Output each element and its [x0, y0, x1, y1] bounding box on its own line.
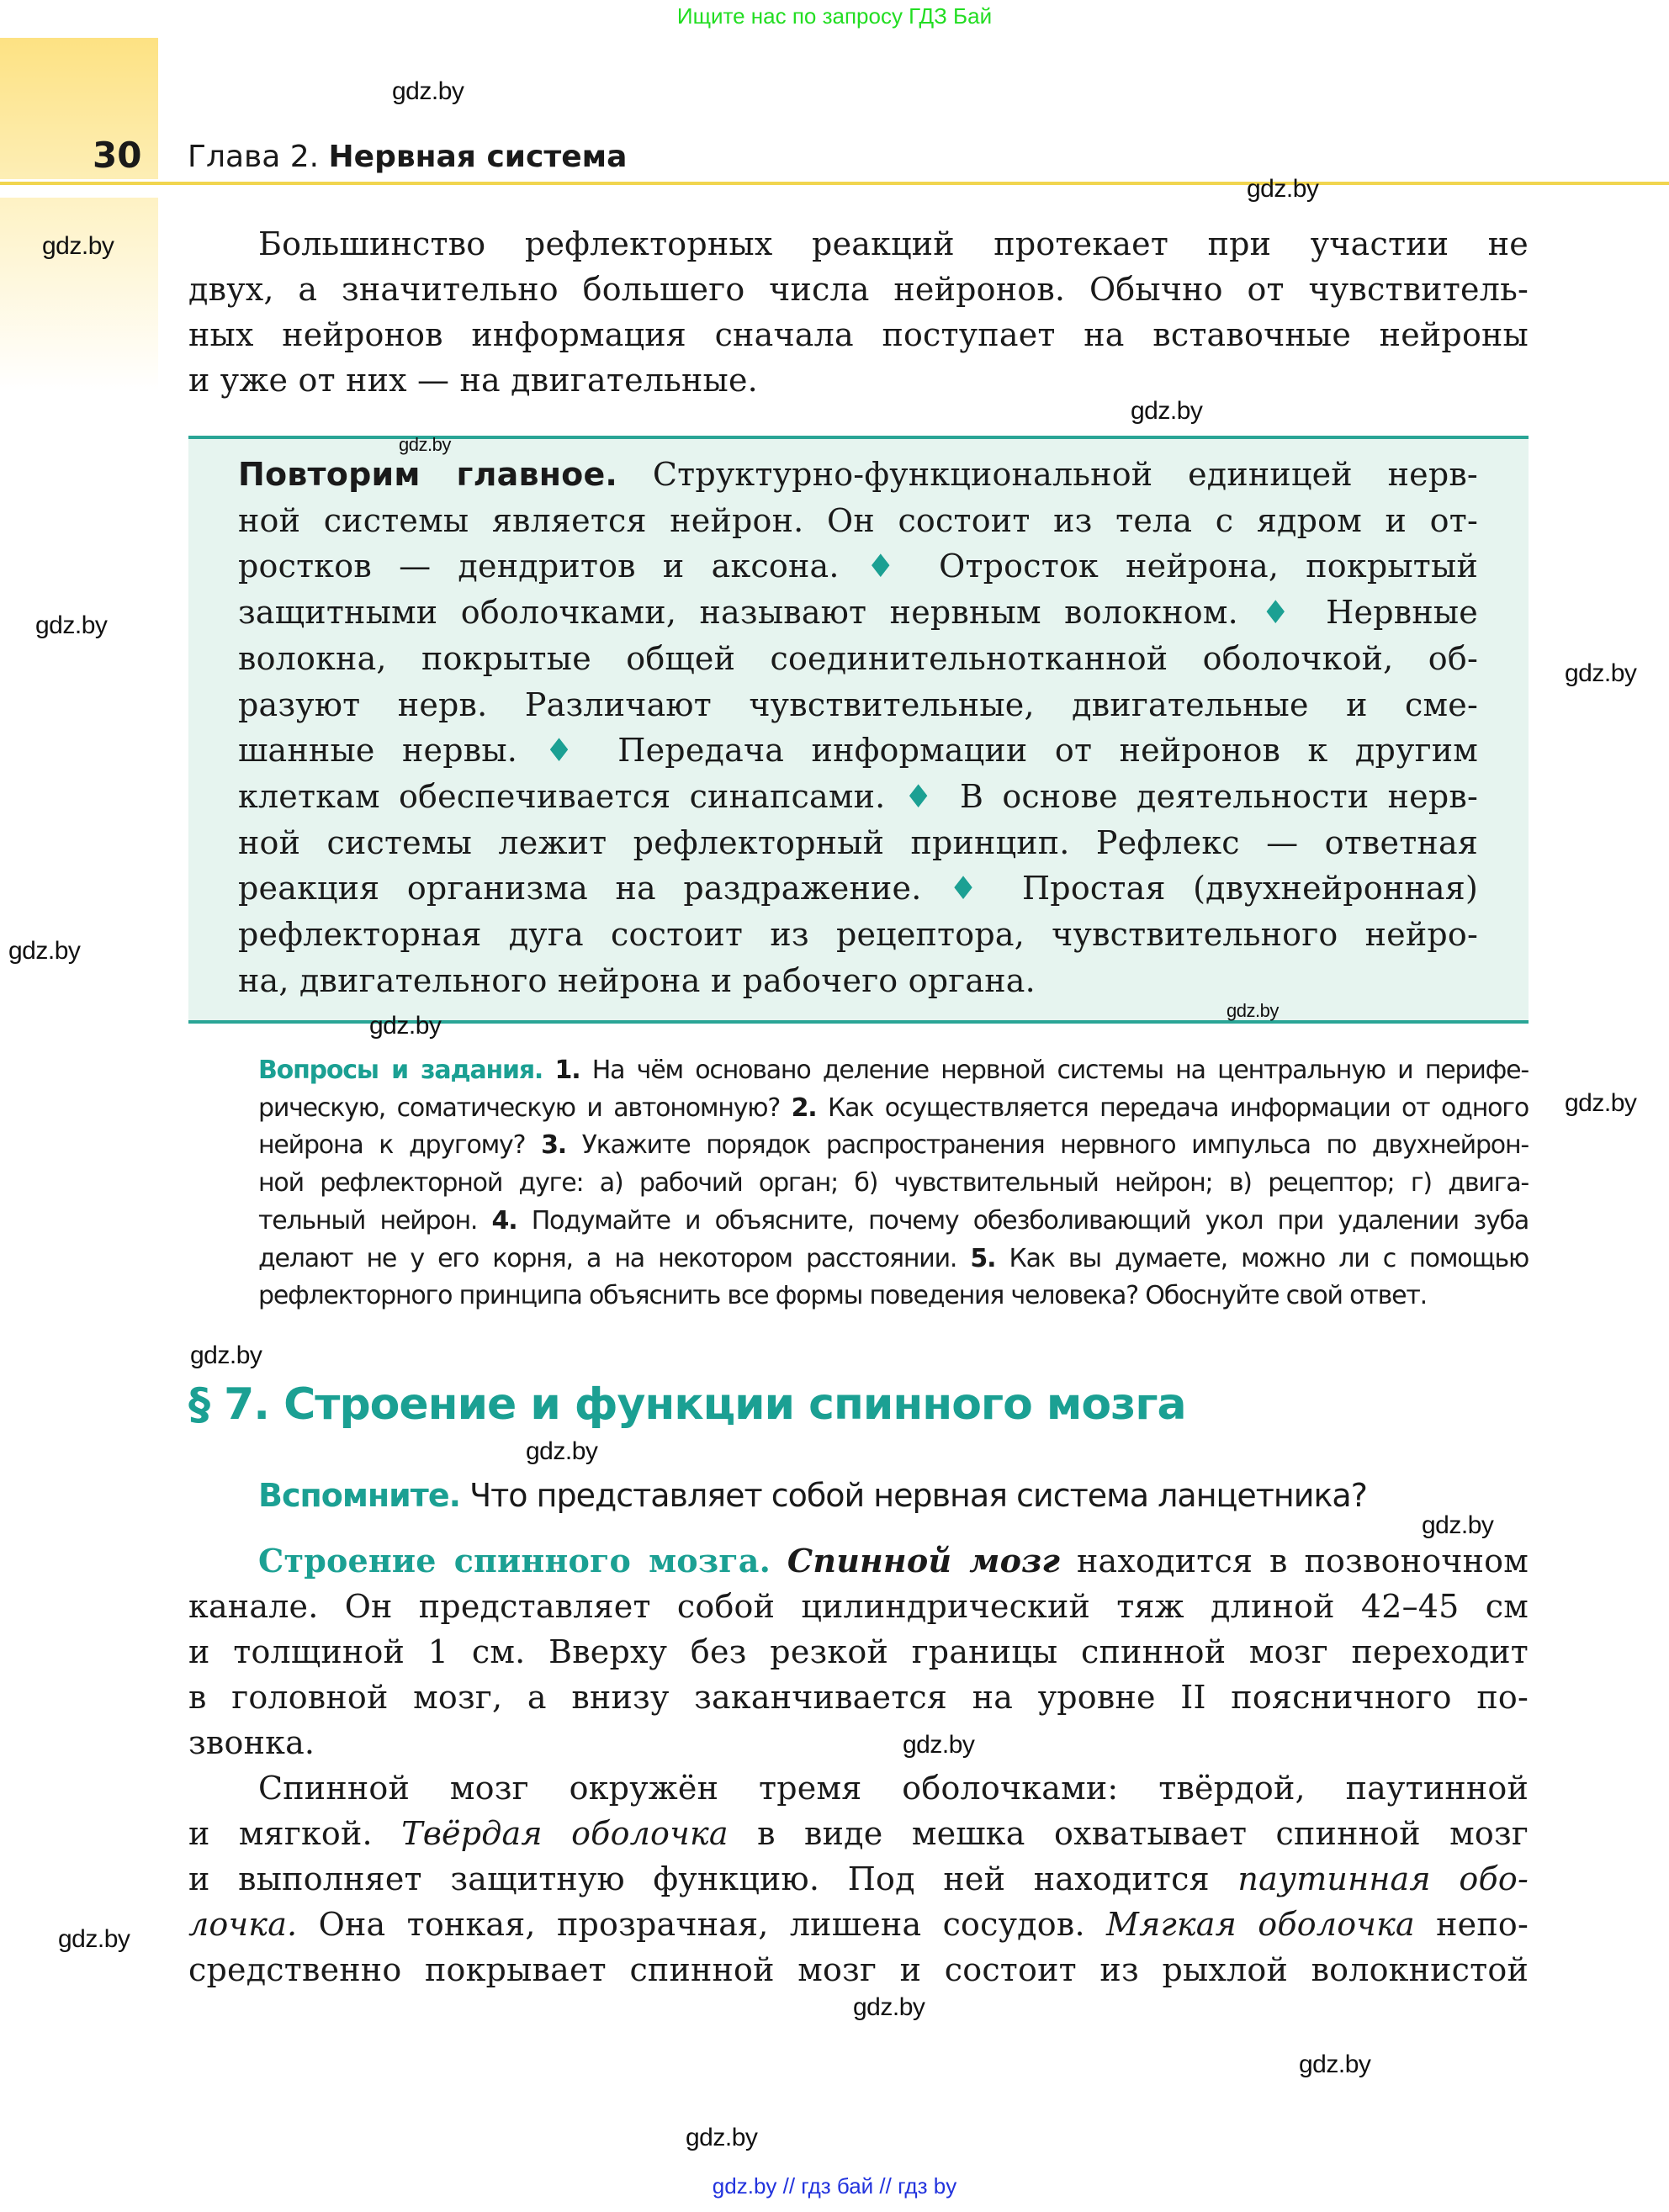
text-segment: Как вы думаете, можно ли с помощью: [995, 1243, 1529, 1273]
text-segment: Твёрдая оболочка: [401, 1815, 729, 1852]
chapter-header: [188, 140, 627, 174]
diamond-bullet-icon: ♦: [1261, 594, 1303, 632]
text-segment: [771, 1543, 787, 1580]
text-segment: делают не у его корня, а на некотором расстоянии.: [258, 1243, 971, 1273]
text-segment: [543, 1056, 554, 1085]
watermark: gdz.by: [369, 1012, 442, 1040]
watermark: gdz.by: [686, 2124, 758, 2151]
text-segment: 3.: [541, 1130, 566, 1161]
watermark: gdz.by: [1422, 1511, 1494, 1539]
text-segment: шанные нервы.: [238, 732, 545, 770]
watermark: gdz.by: [42, 232, 114, 260]
para1-line: [188, 362, 758, 399]
text-segment: Структурно-функциональной единицей нерв-: [617, 456, 1478, 493]
text-segment: тельный нейрон.: [258, 1205, 492, 1236]
footer-links[interactable]: gdz.by // гдз бай // гдз by: [712, 2173, 957, 2199]
text-segment: 1.: [554, 1056, 580, 1085]
para1-line: [258, 225, 1529, 262]
text-segment: Спинной мозг: [787, 1543, 1061, 1580]
text-segment: Строение спинного мозга.: [258, 1543, 771, 1580]
questions-line: [258, 1281, 1427, 1311]
questions-line: [258, 1130, 1529, 1161]
search-hint: Ищите нас по запросу ГДЗ Бай: [676, 3, 993, 29]
text-segment: защитными оболочками, называют нервным волокном.: [238, 594, 1262, 632]
summary-box-line: [238, 456, 1478, 493]
chapter-prefix: Глава 2.: [188, 140, 320, 174]
text-segment: реакция организма на раздражение.: [238, 870, 949, 908]
text-segment: Она тонкая, прозрачная, лишена сосудов.: [297, 1906, 1106, 1943]
text-segment: ной системы лежит рефлекторный принцип. Рефлекс — ответная: [238, 823, 1478, 861]
text-segment: разуют нерв. Различают чувствительные, двигательные и сме-: [238, 685, 1478, 723]
watermark: gdz.by: [1565, 1089, 1637, 1117]
watermark: gdz.by: [853, 1993, 925, 2021]
summary-box-line: [238, 870, 1478, 907]
page-number: 30: [93, 135, 142, 176]
para3-line: [258, 1770, 1529, 1807]
text-segment: волокна, покрытые общей соединительнотканной оболочкой, об-: [238, 639, 1478, 677]
diamond-bullet-icon: ♦: [903, 777, 941, 815]
text-segment: рефлекторная дуга состоит из рецептора, чувствительного нейро-: [238, 916, 1478, 953]
text-segment: рефлекторного принципа объяснить все формы поведения человека? Обоснуйте свой ответ.: [258, 1281, 1427, 1311]
summary-box-line: [238, 686, 1478, 723]
questions-line: [258, 1093, 1529, 1124]
text-segment: клеткам обеспечивается синапсами.: [238, 777, 904, 815]
margin-band: [0, 198, 158, 391]
text-segment: и уже от них — на двигательные.: [188, 362, 758, 399]
watermark: gdz.by: [1565, 659, 1637, 687]
text-segment: Укажите порядок распространения нервного импульса по двухнейрон-: [565, 1130, 1529, 1161]
text-segment: На чём основано деление нервной системы на центральную и перифе-: [580, 1056, 1529, 1085]
text-segment: Отросток нейрона, покрытый: [911, 548, 1478, 585]
text-segment: в головной мозг, а внизу заканчивается на уровне II поясничного по-: [188, 1679, 1529, 1716]
diamond-bullet-icon: ♦: [949, 870, 995, 908]
text-segment: Повторим главное.: [238, 456, 618, 493]
watermark: gdz.by: [903, 1731, 975, 1759]
summary-box-line: [238, 916, 1478, 953]
questions-line: [258, 1244, 1529, 1274]
text-segment: паутинная обо-: [1237, 1860, 1529, 1897]
watermark: gdz.by: [1299, 2051, 1371, 2078]
recall-prompt: [258, 1477, 1367, 1514]
summary-box-line: [238, 732, 1478, 769]
text-segment: Мягкая оболочка: [1106, 1906, 1415, 1943]
para3-line: [188, 1815, 1529, 1852]
watermark: gdz.by: [35, 611, 108, 639]
text-segment: средственно покрывает спинной мозг и состоит из рыхлой волокнистой: [188, 1951, 1529, 1988]
text-segment: ростков — дендритов и аксона.: [238, 548, 866, 585]
diamond-bullet-icon: ♦: [544, 732, 591, 770]
text-segment: нейрона к другому?: [258, 1130, 542, 1161]
para3-line: [188, 1951, 1529, 1988]
para2-line: [188, 1588, 1529, 1625]
text-segment: Подумайте и объясните, почему обезболивающий укол при удалении зуба: [517, 1205, 1529, 1236]
text-segment: и мягкой.: [188, 1815, 402, 1852]
text-segment: лочка.: [188, 1906, 298, 1943]
para3-line: [188, 1860, 1529, 1897]
section-heading: § 7. Строение и функции спинного мозга: [188, 1379, 1186, 1430]
text-segment: Нервные: [1302, 594, 1478, 632]
para2-line: [258, 1543, 1529, 1580]
chapter-title: Нервная система: [328, 140, 628, 174]
text-segment: 2.: [791, 1093, 817, 1123]
header-divider: [0, 182, 1669, 185]
diamond-bullet-icon: ♦: [866, 548, 912, 585]
summary-box-line: [238, 548, 1478, 585]
watermark: gdz.by: [526, 1437, 598, 1465]
text-segment: канале. Он представляет собой цилиндрический тяж длиной 42–45 см: [188, 1588, 1529, 1625]
text-segment: 4.: [491, 1205, 517, 1236]
summary-box-line: [238, 824, 1478, 861]
questions-line: [258, 1168, 1529, 1199]
summary-box-line: [238, 594, 1478, 631]
watermark: gdz.by: [399, 434, 451, 455]
text-segment: ной системы является нейрон. Он состоит из тела с ядром и от-: [238, 501, 1478, 539]
summary-box-line: [238, 778, 1478, 815]
text-segment: В основе деятельности нерв-: [940, 777, 1478, 815]
text-segment: находится в позвоночном: [1060, 1543, 1529, 1580]
text-segment: двух, а значительно большего числа нейронов. Обычно от чувствитель-: [188, 271, 1529, 308]
summary-box-line: [238, 640, 1478, 677]
questions-line: [258, 1206, 1529, 1236]
text-segment: Как осуществляется передача информации от одного: [816, 1093, 1529, 1123]
watermark: gdz.by: [1227, 1000, 1279, 1021]
summary-box-line: [238, 502, 1478, 539]
text-segment: и выполняет защитную функцию. Под ней находится: [188, 1860, 1238, 1897]
watermark: gdz.by: [58, 1925, 130, 1953]
para1-line: [188, 316, 1529, 353]
text-segment: и толщиной 1 см. Вверху без резкой границы спинной мозг переходит: [188, 1633, 1529, 1670]
text-segment: Спинной мозг окружён тремя оболочками: твёрдой, паутинной: [258, 1770, 1529, 1807]
para3-line: [188, 1906, 1529, 1943]
summary-box-line: [238, 962, 1036, 999]
text-segment: ных нейронов информация сначала поступает на вставочные нейроны: [188, 316, 1529, 353]
text-segment: непо-: [1414, 1906, 1529, 1943]
watermark: gdz.by: [8, 937, 81, 965]
text-segment: Вопросы и задания.: [258, 1056, 543, 1085]
text-segment: Простая (двухнейронная): [994, 870, 1478, 908]
questions-line: [258, 1056, 1529, 1086]
recall-text: Что представляет собой нервная система ланцетника?: [460, 1477, 1367, 1514]
para1-line: [188, 271, 1529, 308]
text-segment: в виде мешка охватывает спинной мозг: [728, 1815, 1529, 1852]
text-segment: на, двигательного нейрона и рабочего органа.: [238, 961, 1036, 999]
text-segment: 5.: [970, 1243, 996, 1273]
watermark: gdz.by: [1247, 175, 1319, 203]
recall-label: Вспомните.: [258, 1477, 461, 1514]
para2-line: [188, 1724, 315, 1761]
watermark: gdz.by: [392, 77, 464, 105]
text-segment: Передача информации от нейронов к другим: [590, 732, 1478, 770]
para2-line: [188, 1679, 1529, 1716]
text-segment: ной рефлекторной дуге: а) рабочий орган; б) чувствительный нейрон; в) рецептор; г) двига-: [258, 1168, 1529, 1199]
text-segment: звонка.: [188, 1724, 315, 1761]
watermark: gdz.by: [1131, 397, 1203, 425]
para2-line: [188, 1633, 1529, 1670]
text-segment: Большинство рефлекторных реакций протекает при участии не: [258, 225, 1529, 262]
watermark: gdz.by: [190, 1341, 262, 1369]
text-segment: рическую, соматическую и автономную?: [258, 1093, 792, 1123]
